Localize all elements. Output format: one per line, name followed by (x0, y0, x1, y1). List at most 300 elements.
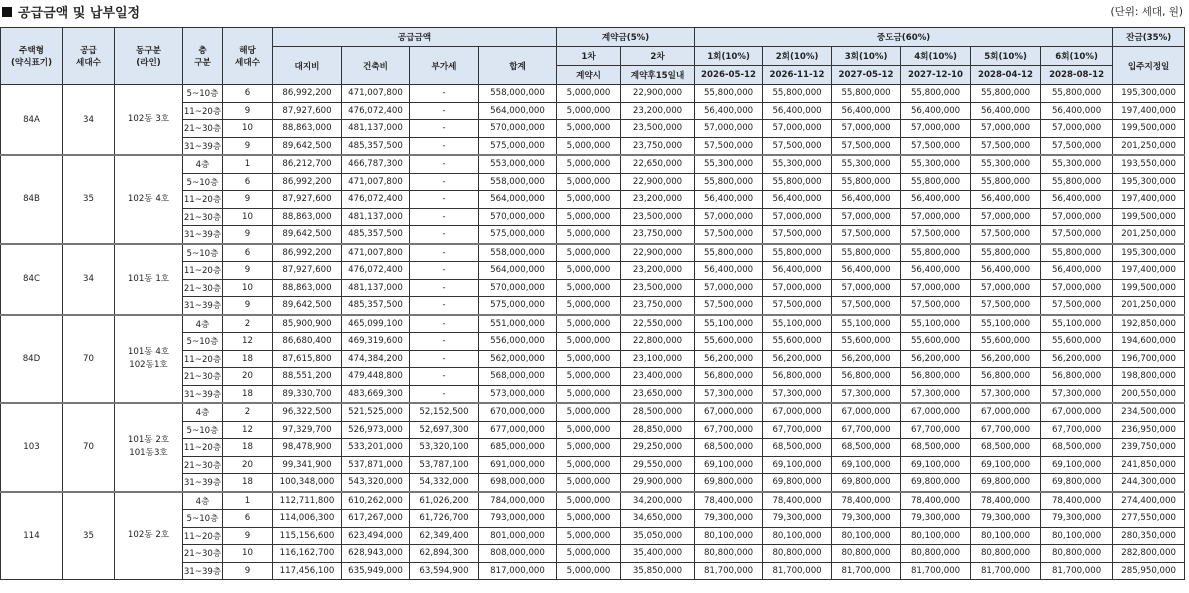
header-type: 주택형 (약식표기) (1, 28, 63, 85)
cell-deposit-2: 23,500,000 (621, 208, 695, 226)
cell-middle-round-5: 57,500,000 (971, 297, 1041, 315)
cell-middle-round-6: 55,800,000 (1041, 173, 1113, 191)
cell-middle-round-5: 69,800,000 (971, 474, 1041, 492)
cell-building: 469,319,600 (342, 333, 410, 351)
cell-units: 10 (223, 545, 273, 563)
cell-middle-round-6: 56,800,000 (1041, 368, 1113, 386)
cell-deposit-2: 29,250,000 (621, 439, 695, 457)
header-total: 합계 (479, 47, 557, 85)
cell-middle-round-2: 56,200,000 (763, 350, 832, 368)
header-land: 대지비 (273, 47, 342, 85)
cell-floor: 31~39층 (183, 226, 223, 244)
cell-balance: 201,250,000 (1113, 137, 1185, 155)
cell-supply-units: 35 (63, 492, 115, 580)
cell-middle-round-4: 56,400,000 (901, 262, 971, 280)
cell-type: 84A (1, 85, 63, 156)
cell-middle-round-1: 55,600,000 (695, 333, 763, 351)
table-row (1, 244, 1185, 262)
cell-middle-round-5: 57,000,000 (971, 279, 1041, 297)
cell-units: 9 (223, 102, 273, 120)
cell-balance: 274,400,000 (1113, 492, 1185, 510)
cell-floor: 11~20층 (183, 262, 223, 280)
cell-deposit-2: 22,900,000 (621, 244, 695, 262)
cell-total: 558,000,000 (479, 244, 557, 262)
cell-deposit-1: 5,000,000 (557, 456, 621, 474)
cell-total: 685,000,000 (479, 439, 557, 457)
cell-middle-round-3: 55,800,000 (832, 85, 901, 103)
cell-deposit-1: 5,000,000 (557, 350, 621, 368)
cell-floor: 5~10층 (183, 421, 223, 439)
cell-deposit-1: 5,000,000 (557, 120, 621, 138)
cell-middle-round-4: 57,300,000 (901, 385, 971, 403)
cell-middle-round-2: 55,800,000 (763, 85, 832, 103)
cell-middle-round-1: 55,300,000 (695, 155, 763, 173)
cell-middle-round-6: 55,600,000 (1041, 333, 1113, 351)
cell-units: 10 (223, 279, 273, 297)
cell-middle-round-1: 80,800,000 (695, 545, 763, 563)
cell-land: 86,212,700 (273, 155, 342, 173)
cell-middle-round-1: 56,400,000 (695, 262, 763, 280)
cell-middle-round-3: 57,500,000 (832, 297, 901, 315)
cell-land: 96,322,500 (273, 403, 342, 421)
cell-total: 553,000,000 (479, 155, 557, 173)
cell-middle-round-2: 69,800,000 (763, 474, 832, 492)
cell-middle-round-6: 56,200,000 (1041, 350, 1113, 368)
cell-middle-round-3: 56,800,000 (832, 368, 901, 386)
cell-middle-round-5: 56,400,000 (971, 102, 1041, 120)
page-title (2, 2, 140, 21)
cell-deposit-1: 5,000,000 (557, 403, 621, 421)
cell-building: 466,787,300 (342, 155, 410, 173)
cell-vat: - (410, 385, 479, 403)
cell-vat: - (410, 208, 479, 226)
cell-middle-round-1: 55,800,000 (695, 85, 763, 103)
cell-balance: 201,250,000 (1113, 297, 1185, 315)
header-middle-round-1: 1회(10%) (695, 47, 763, 66)
header-floor: 층 구분 (183, 28, 223, 85)
cell-middle-round-3: 67,000,000 (832, 403, 901, 421)
table-body (1, 85, 1185, 580)
cell-middle-round-2: 78,400,000 (763, 492, 832, 510)
header-middle-round-2: 2회(10%) (763, 47, 832, 66)
cell-middle-round-1: 67,000,000 (695, 403, 763, 421)
cell-middle-round-4: 57,000,000 (901, 120, 971, 138)
header-balance-when: 입주지정일 (1113, 47, 1185, 85)
cell-vat: 53,787,100 (410, 456, 479, 474)
cell-balance: 195,300,000 (1113, 85, 1185, 103)
header-middle-date-6: 2028-08-12 (1041, 66, 1113, 85)
cell-land: 89,642,500 (273, 137, 342, 155)
cell-building: 485,357,500 (342, 226, 410, 244)
cell-middle-round-4: 69,800,000 (901, 474, 971, 492)
cell-building: 617,267,000 (342, 510, 410, 528)
cell-middle-round-5: 56,400,000 (971, 262, 1041, 280)
cell-land: 117,456,100 (273, 562, 342, 580)
cell-middle-round-2: 68,500,000 (763, 439, 832, 457)
cell-deposit-1: 5,000,000 (557, 102, 621, 120)
cell-middle-round-3: 81,700,000 (832, 562, 901, 580)
cell-land: 87,927,600 (273, 262, 342, 280)
cell-units: 18 (223, 350, 273, 368)
cell-deposit-2: 29,550,000 (621, 456, 695, 474)
cell-floor: 4층 (183, 315, 223, 333)
cell-building: 543,320,000 (342, 474, 410, 492)
cell-middle-round-3: 68,500,000 (832, 439, 901, 457)
header-middle-date-1: 2026-05-12 (695, 66, 763, 85)
cell-type: 84B (1, 155, 63, 244)
cell-deposit-2: 23,500,000 (621, 279, 695, 297)
cell-middle-round-4: 57,500,000 (901, 226, 971, 244)
cell-middle-round-4: 55,800,000 (901, 173, 971, 191)
cell-building: 481,137,000 (342, 120, 410, 138)
cell-middle-round-2: 57,000,000 (763, 279, 832, 297)
cell-floor: 21~30층 (183, 279, 223, 297)
cell-middle-round-5: 67,700,000 (971, 421, 1041, 439)
cell-units: 9 (223, 262, 273, 280)
cell-floor: 5~10층 (183, 333, 223, 351)
cell-units: 6 (223, 85, 273, 103)
cell-middle-round-6: 55,100,000 (1041, 315, 1113, 333)
cell-deposit-1: 5,000,000 (557, 527, 621, 545)
cell-middle-round-5: 56,200,000 (971, 350, 1041, 368)
cell-building: 476,072,400 (342, 102, 410, 120)
header-deposit: 계약금(5%) (557, 28, 695, 47)
cell-total: 558,000,000 (479, 85, 557, 103)
cell-balance: 196,700,000 (1113, 350, 1185, 368)
cell-middle-round-5: 57,500,000 (971, 226, 1041, 244)
cell-middle-round-3: 79,300,000 (832, 510, 901, 528)
cell-units: 2 (223, 403, 273, 421)
cell-vat: 52,697,300 (410, 421, 479, 439)
cell-middle-round-1: 67,700,000 (695, 421, 763, 439)
cell-deposit-2: 22,900,000 (621, 85, 695, 103)
cell-middle-round-3: 69,800,000 (832, 474, 901, 492)
cell-land: 97,329,700 (273, 421, 342, 439)
cell-balance: 280,350,000 (1113, 527, 1185, 545)
cell-balance: 197,400,000 (1113, 102, 1185, 120)
cell-middle-round-1: 81,700,000 (695, 562, 763, 580)
cell-middle-round-4: 55,100,000 (901, 315, 971, 333)
cell-total: 698,000,000 (479, 474, 557, 492)
cell-total: 564,000,000 (479, 102, 557, 120)
cell-deposit-1: 5,000,000 (557, 155, 621, 173)
cell-total: 575,000,000 (479, 226, 557, 244)
cell-total: 556,000,000 (479, 333, 557, 351)
cell-middle-round-2: 55,100,000 (763, 315, 832, 333)
cell-units: 2 (223, 315, 273, 333)
cell-floor: 4층 (183, 155, 223, 173)
cell-middle-round-4: 67,700,000 (901, 421, 971, 439)
cell-land: 88,863,000 (273, 208, 342, 226)
cell-units: 9 (223, 137, 273, 155)
cell-vat: - (410, 333, 479, 351)
cell-deposit-1: 5,000,000 (557, 208, 621, 226)
cell-middle-round-1: 57,500,000 (695, 137, 763, 155)
cell-middle-round-4: 57,000,000 (901, 208, 971, 226)
cell-middle-round-4: 55,300,000 (901, 155, 971, 173)
cell-middle-round-2: 55,300,000 (763, 155, 832, 173)
cell-building: 471,007,800 (342, 173, 410, 191)
cell-middle-round-4: 57,500,000 (901, 297, 971, 315)
cell-middle-round-6: 79,300,000 (1041, 510, 1113, 528)
cell-middle-round-6: 69,100,000 (1041, 456, 1113, 474)
cell-land: 87,927,600 (273, 191, 342, 209)
header-vat: 부가세 (410, 47, 479, 85)
cell-middle-round-3: 55,300,000 (832, 155, 901, 173)
header-deposit-1: 1차 (557, 47, 621, 66)
cell-deposit-2: 22,550,000 (621, 315, 695, 333)
cell-middle-round-2: 57,500,000 (763, 226, 832, 244)
cell-deposit-2: 23,750,000 (621, 137, 695, 155)
cell-deposit-1: 5,000,000 (557, 385, 621, 403)
cell-floor: 21~30층 (183, 545, 223, 563)
cell-deposit-2: 34,200,000 (621, 492, 695, 510)
cell-middle-round-3: 57,000,000 (832, 208, 901, 226)
cell-deposit-1: 5,000,000 (557, 315, 621, 333)
cell-middle-round-4: 79,300,000 (901, 510, 971, 528)
cell-deposit-2: 23,400,000 (621, 368, 695, 386)
cell-middle-round-5: 80,800,000 (971, 545, 1041, 563)
cell-vat: - (410, 173, 479, 191)
cell-total: 817,000,000 (479, 562, 557, 580)
cell-deposit-1: 5,000,000 (557, 262, 621, 280)
cell-vat: - (410, 137, 479, 155)
cell-middle-round-1: 57,300,000 (695, 385, 763, 403)
header-middle-date-5: 2028-04-12 (971, 66, 1041, 85)
cell-dong-line: 101동 2호 101동3호 (115, 403, 183, 492)
cell-floor: 31~39층 (183, 385, 223, 403)
cell-middle-round-6: 57,000,000 (1041, 279, 1113, 297)
cell-middle-round-3: 80,800,000 (832, 545, 901, 563)
cell-deposit-2: 29,900,000 (621, 474, 695, 492)
cell-middle-round-2: 57,500,000 (763, 137, 832, 155)
cell-deposit-1: 5,000,000 (557, 333, 621, 351)
cell-supply-units: 34 (63, 244, 115, 315)
cell-middle-round-2: 80,800,000 (763, 545, 832, 563)
cell-deposit-2: 23,100,000 (621, 350, 695, 368)
cell-dong-line: 102동 4호 (115, 155, 183, 244)
cell-supply-units: 70 (63, 315, 115, 404)
header-middle-round-3: 3회(10%) (832, 47, 901, 66)
cell-middle-round-3: 78,400,000 (832, 492, 901, 510)
cell-middle-round-3: 57,500,000 (832, 226, 901, 244)
cell-vat: - (410, 102, 479, 120)
cell-balance: 198,800,000 (1113, 368, 1185, 386)
cell-middle-round-4: 80,800,000 (901, 545, 971, 563)
cell-floor: 5~10층 (183, 173, 223, 191)
cell-dong-line: 101동 4호 102동1호 (115, 315, 183, 404)
cell-dong-line: 101동 1호 (115, 244, 183, 315)
cell-deposit-2: 35,400,000 (621, 545, 695, 563)
table-row (1, 492, 1185, 510)
table-row (1, 155, 1185, 173)
header-supply-price: 공급금액 (273, 28, 557, 47)
cell-middle-round-4: 56,800,000 (901, 368, 971, 386)
cell-building: 521,525,000 (342, 403, 410, 421)
cell-middle-round-2: 80,100,000 (763, 527, 832, 545)
cell-middle-round-6: 57,500,000 (1041, 297, 1113, 315)
cell-total: 670,000,000 (479, 403, 557, 421)
cell-vat: 61,026,200 (410, 492, 479, 510)
cell-total: 562,000,000 (479, 350, 557, 368)
cell-balance: 282,800,000 (1113, 545, 1185, 563)
cell-units: 9 (223, 562, 273, 580)
cell-balance: 277,550,000 (1113, 510, 1185, 528)
cell-middle-round-5: 78,400,000 (971, 492, 1041, 510)
cell-land: 115,156,600 (273, 527, 342, 545)
cell-middle-round-4: 57,000,000 (901, 279, 971, 297)
cell-deposit-2: 23,200,000 (621, 262, 695, 280)
cell-middle-round-6: 57,300,000 (1041, 385, 1113, 403)
cell-middle-round-5: 68,500,000 (971, 439, 1041, 457)
cell-middle-round-1: 69,800,000 (695, 474, 763, 492)
cell-deposit-2: 23,750,000 (621, 297, 695, 315)
cell-floor: 31~39층 (183, 562, 223, 580)
cell-floor: 31~39층 (183, 297, 223, 315)
cell-middle-round-3: 55,800,000 (832, 173, 901, 191)
cell-middle-round-1: 57,500,000 (695, 297, 763, 315)
cell-land: 86,680,400 (273, 333, 342, 351)
cell-middle-round-3: 55,800,000 (832, 244, 901, 262)
cell-deposit-1: 5,000,000 (557, 562, 621, 580)
cell-middle-round-1: 78,400,000 (695, 492, 763, 510)
cell-middle-round-6: 55,800,000 (1041, 244, 1113, 262)
cell-middle-round-2: 56,400,000 (763, 262, 832, 280)
cell-middle-round-4: 81,700,000 (901, 562, 971, 580)
cell-balance: 244,300,000 (1113, 474, 1185, 492)
cell-middle-round-1: 57,500,000 (695, 226, 763, 244)
cell-middle-round-5: 79,300,000 (971, 510, 1041, 528)
cell-deposit-1: 5,000,000 (557, 173, 621, 191)
cell-middle-round-6: 57,500,000 (1041, 137, 1113, 155)
cell-middle-round-2: 69,100,000 (763, 456, 832, 474)
header-middle: 중도금(60%) (695, 28, 1113, 47)
cell-middle-round-3: 67,700,000 (832, 421, 901, 439)
cell-vat: - (410, 191, 479, 209)
cell-middle-round-4: 55,600,000 (901, 333, 971, 351)
cell-middle-round-1: 56,800,000 (695, 368, 763, 386)
cell-units: 18 (223, 474, 273, 492)
cell-deposit-1: 5,000,000 (557, 421, 621, 439)
header-middle-round-6: 6회(10%) (1041, 47, 1113, 66)
cell-supply-units: 70 (63, 403, 115, 492)
cell-balance: 236,950,000 (1113, 421, 1185, 439)
cell-building: 610,262,000 (342, 492, 410, 510)
cell-supply-units: 35 (63, 155, 115, 244)
cell-middle-round-4: 67,000,000 (901, 403, 971, 421)
cell-middle-round-1: 56,400,000 (695, 102, 763, 120)
cell-deposit-1: 5,000,000 (557, 474, 621, 492)
cell-building: 628,943,000 (342, 545, 410, 563)
cell-middle-round-5: 55,600,000 (971, 333, 1041, 351)
cell-middle-round-6: 56,400,000 (1041, 102, 1113, 120)
cell-deposit-2: 23,200,000 (621, 102, 695, 120)
header-units: 해당 세대수 (223, 28, 273, 85)
cell-middle-round-5: 57,000,000 (971, 120, 1041, 138)
cell-middle-round-1: 79,300,000 (695, 510, 763, 528)
cell-total: 691,000,000 (479, 456, 557, 474)
cell-middle-round-6: 57,500,000 (1041, 226, 1113, 244)
cell-total: 570,000,000 (479, 120, 557, 138)
cell-land: 87,615,800 (273, 350, 342, 368)
cell-land: 116,162,700 (273, 545, 342, 563)
cell-middle-round-6: 57,000,000 (1041, 208, 1113, 226)
cell-middle-round-1: 56,200,000 (695, 350, 763, 368)
header-building: 건축비 (342, 47, 410, 85)
cell-building: 479,448,800 (342, 368, 410, 386)
cell-balance: 201,250,000 (1113, 226, 1185, 244)
cell-middle-round-1: 55,800,000 (695, 173, 763, 191)
cell-total: 558,000,000 (479, 173, 557, 191)
cell-vat: 62,894,300 (410, 545, 479, 563)
cell-middle-round-1: 57,000,000 (695, 279, 763, 297)
cell-land: 86,992,200 (273, 244, 342, 262)
cell-total: 570,000,000 (479, 208, 557, 226)
cell-middle-round-3: 57,300,000 (832, 385, 901, 403)
cell-floor: 21~30층 (183, 456, 223, 474)
cell-balance: 199,500,000 (1113, 279, 1185, 297)
cell-floor: 31~39층 (183, 137, 223, 155)
cell-floor: 5~10층 (183, 85, 223, 103)
header-deposit-2: 2차 (621, 47, 695, 66)
cell-middle-round-3: 56,200,000 (832, 350, 901, 368)
cell-total: 568,000,000 (479, 368, 557, 386)
cell-type: 114 (1, 492, 63, 580)
cell-deposit-1: 5,000,000 (557, 244, 621, 262)
cell-floor: 5~10층 (183, 510, 223, 528)
cell-middle-round-6: 57,000,000 (1041, 120, 1113, 138)
cell-land: 89,642,500 (273, 297, 342, 315)
cell-total: 570,000,000 (479, 279, 557, 297)
cell-floor: 31~39층 (183, 474, 223, 492)
cell-middle-round-3: 80,100,000 (832, 527, 901, 545)
cell-middle-round-3: 56,400,000 (832, 191, 901, 209)
cell-deposit-1: 5,000,000 (557, 545, 621, 563)
cell-middle-round-3: 55,600,000 (832, 333, 901, 351)
cell-middle-round-6: 56,400,000 (1041, 262, 1113, 280)
cell-middle-round-4: 55,800,000 (901, 244, 971, 262)
cell-middle-round-1: 56,400,000 (695, 191, 763, 209)
cell-dong-line: 102동 2호 (115, 492, 183, 580)
cell-vat: - (410, 155, 479, 173)
cell-middle-round-1: 80,100,000 (695, 527, 763, 545)
cell-units: 10 (223, 120, 273, 138)
cell-middle-round-2: 56,400,000 (763, 102, 832, 120)
cell-total: 564,000,000 (479, 191, 557, 209)
cell-deposit-2: 28,500,000 (621, 403, 695, 421)
cell-middle-round-1: 57,000,000 (695, 120, 763, 138)
cell-building: 481,137,000 (342, 279, 410, 297)
cell-middle-round-5: 55,800,000 (971, 244, 1041, 262)
cell-middle-round-3: 57,000,000 (832, 120, 901, 138)
cell-middle-round-2: 56,800,000 (763, 368, 832, 386)
cell-middle-round-4: 56,200,000 (901, 350, 971, 368)
cell-middle-round-2: 55,800,000 (763, 173, 832, 191)
cell-middle-round-4: 55,800,000 (901, 85, 971, 103)
cell-total: 801,000,000 (479, 527, 557, 545)
cell-middle-round-4: 57,500,000 (901, 137, 971, 155)
cell-total: 784,000,000 (479, 492, 557, 510)
cell-middle-round-3: 55,100,000 (832, 315, 901, 333)
cell-building: 533,201,000 (342, 439, 410, 457)
cell-land: 88,863,000 (273, 120, 342, 138)
cell-units: 20 (223, 456, 273, 474)
cell-building: 471,007,800 (342, 244, 410, 262)
header-bar (0, 0, 1189, 27)
cell-balance: 234,500,000 (1113, 403, 1185, 421)
cell-middle-round-2: 81,700,000 (763, 562, 832, 580)
cell-middle-round-6: 56,400,000 (1041, 191, 1113, 209)
